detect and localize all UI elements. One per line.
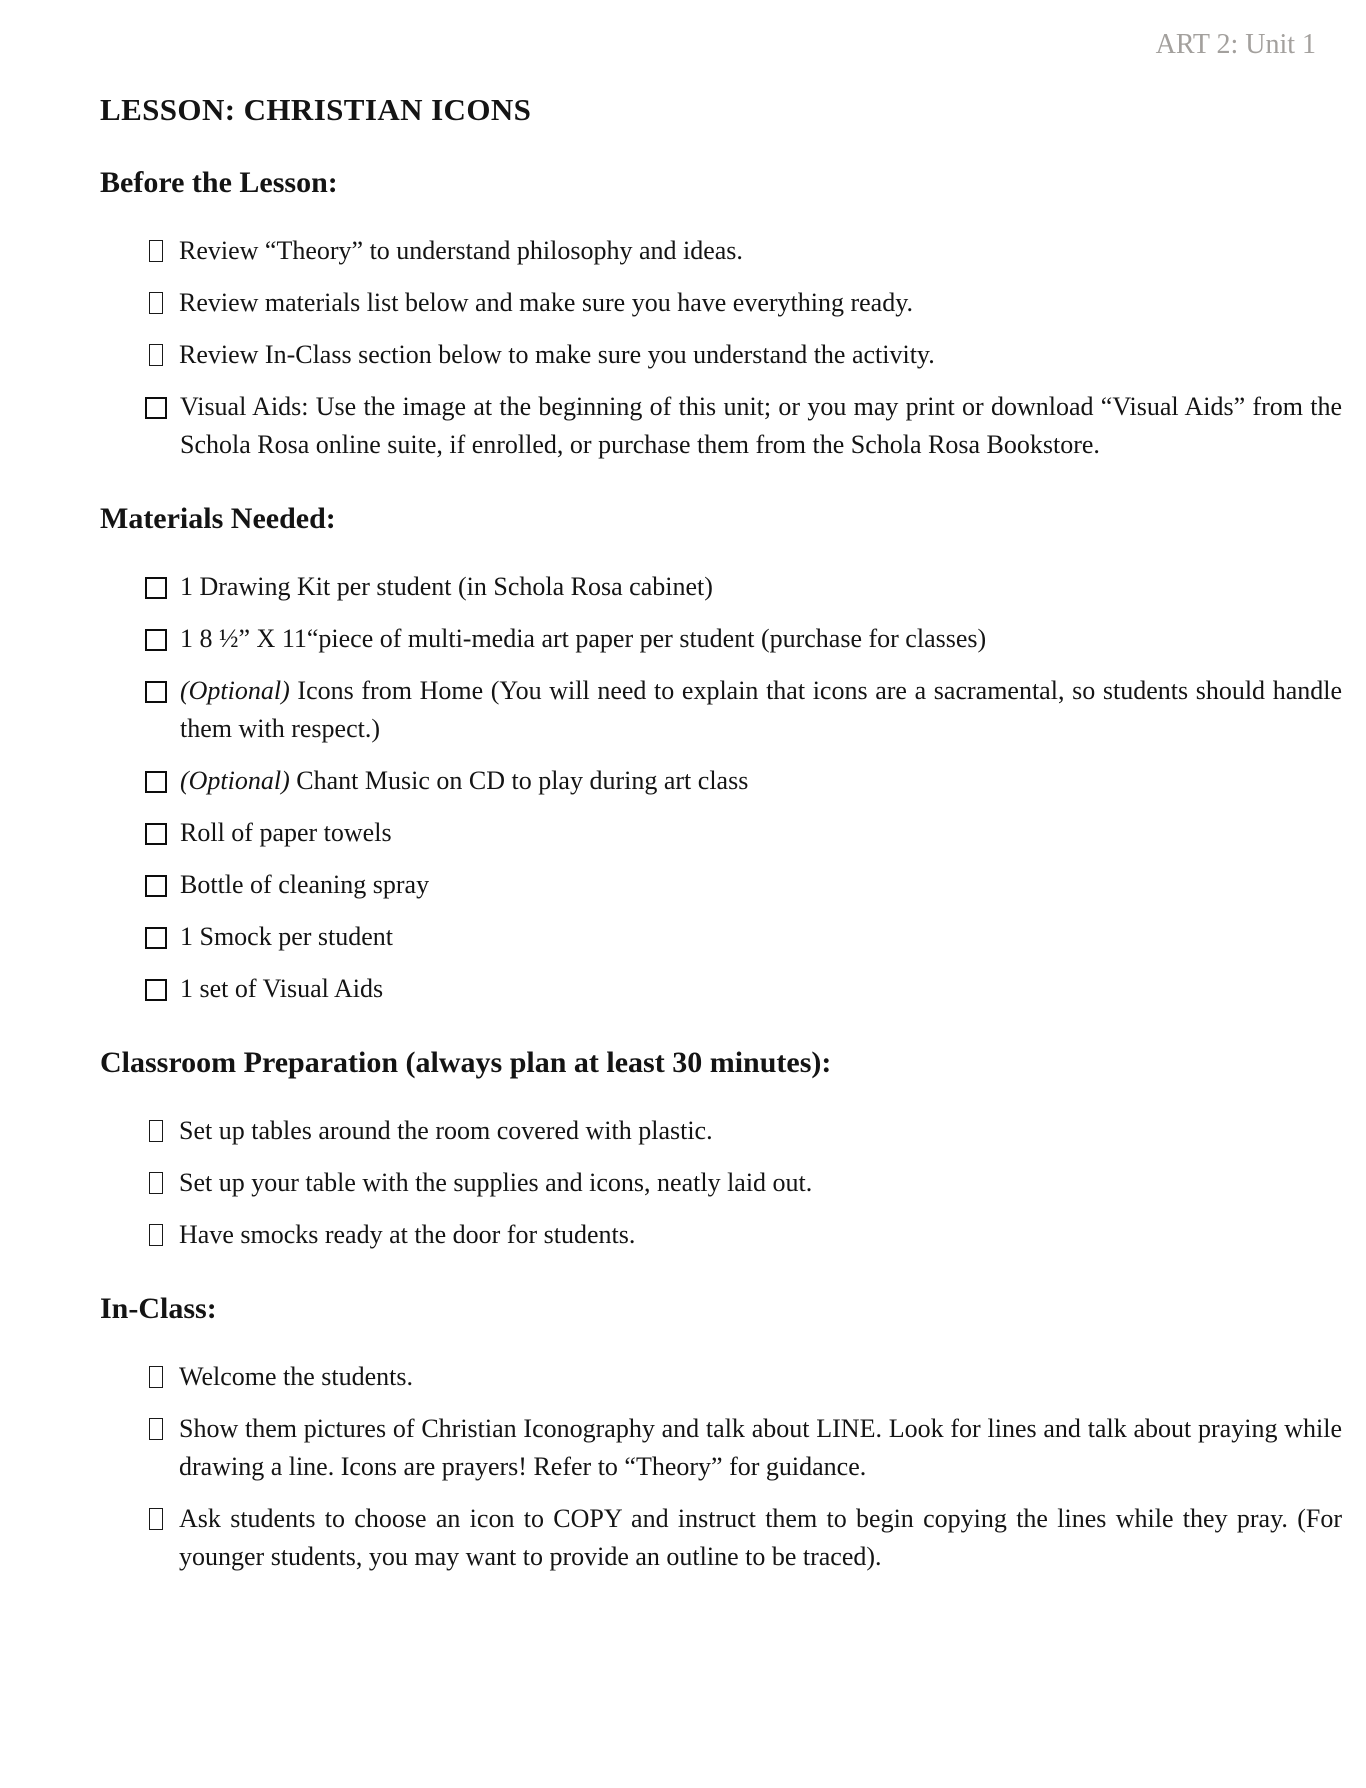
checklist-item-text: Review “Theory” to understand philosophy and ideas. xyxy=(179,236,743,265)
checkbox-icon xyxy=(149,1508,163,1530)
checkbox-icon xyxy=(145,577,167,599)
checklist-item-text: Set up your table with the supplies and icons, neatly laid out. xyxy=(179,1168,813,1197)
checkbox-icon xyxy=(149,1172,163,1194)
section-heading-materials: Materials Needed: xyxy=(100,502,336,535)
page-title: LESSON: CHRISTIAN ICONS xyxy=(100,92,532,127)
checkbox-icon xyxy=(145,771,167,793)
checklist-item xyxy=(145,232,1342,270)
checklist-item xyxy=(145,1112,1342,1150)
section-heading-before-lesson: Before the Lesson: xyxy=(100,166,338,199)
checklist-item xyxy=(145,866,1342,904)
checkbox-icon xyxy=(145,823,167,845)
section-heading-in-class: In-Class: xyxy=(100,1292,217,1325)
checklist-item xyxy=(145,388,1342,464)
checklist-in-class xyxy=(100,1358,1342,1576)
checkbox-icon xyxy=(145,681,167,703)
checkbox-icon xyxy=(145,979,167,1001)
checkbox-icon xyxy=(145,397,167,419)
checklist-item-text: 1 Smock per student xyxy=(180,922,394,951)
checklist-item xyxy=(145,568,1342,606)
checkbox-icon xyxy=(149,1366,163,1388)
checklist-item xyxy=(145,672,1342,748)
checkbox-icon xyxy=(145,875,167,897)
checklist-item xyxy=(145,620,1342,658)
optional-label: (Optional) xyxy=(180,766,290,795)
checklist-item xyxy=(145,1216,1342,1254)
checklist-item-text: Set up tables around the room covered with plastic. xyxy=(179,1116,713,1145)
checklist-item xyxy=(145,284,1342,322)
checklist-item-text: Roll of paper towels xyxy=(180,818,392,847)
checklist-item xyxy=(145,1358,1342,1396)
checkbox-icon xyxy=(149,292,163,314)
doc-ref: ART 2: Unit 1 xyxy=(1155,29,1316,60)
checkbox-icon xyxy=(149,344,163,366)
checkbox-icon xyxy=(145,927,167,949)
checklist-classroom-preparation xyxy=(100,1112,1342,1254)
checklist-item-text: Review In-Class section below to make sure you understand the activity. xyxy=(179,340,935,369)
checklist-before-lesson xyxy=(100,232,1342,464)
section-heading-classroom-preparation: Classroom Preparation (always plan at least 30 minutes): xyxy=(100,1046,832,1079)
checklist-item xyxy=(145,918,1342,956)
checklist-item-text: (Optional) Icons from Home (You will need to explain that icons are a sacramental, so students should handle them with respect.) xyxy=(180,676,1343,743)
checkbox-icon xyxy=(149,1120,163,1142)
checklist-item-text: Review materials list below and make sure you have everything ready. xyxy=(179,288,914,317)
checklist-item-text: Bottle of cleaning spray xyxy=(180,870,430,899)
checklist-item-text: 1 set of Visual Aids xyxy=(180,974,384,1003)
checklist-item xyxy=(145,1164,1342,1202)
checklist-item-text: (Optional) Chant Music on CD to play during art class xyxy=(180,766,749,795)
checklist-item-text: Ask students to choose an icon to COPY and instruct them to begin copying the lines while they pray. (For younger students, you may want to provide an outline to be traced). xyxy=(179,1504,1342,1571)
checkbox-icon xyxy=(149,1224,163,1246)
checklist-item-text: Visual Aids: Use the image at the beginning of this unit; or you may print or download “Visual Aids” from the Schola Rosa online suite, if enrolled, or purchase them from the Schola Rosa Bookstore. xyxy=(180,392,1342,459)
checkbox-icon xyxy=(149,1418,163,1440)
checklist-item-text: 1 8 ½” X 11“piece of multi-media art paper per student (purchase for classes) xyxy=(180,624,987,653)
checklist-item xyxy=(145,814,1342,852)
checklist-item-text: 1 Drawing Kit per student (in Schola Rosa cabinet) xyxy=(180,572,713,601)
checklist-item-text: Show them pictures of Christian Iconography and talk about LINE. Look for lines and talk about praying while drawing a line. Icons are prayers! Refer to “Theory” for guidance. xyxy=(179,1414,1342,1481)
checklist-item-text: Have smocks ready at the door for students. xyxy=(179,1220,636,1249)
checklist-item xyxy=(145,1500,1342,1576)
checkbox-icon xyxy=(145,629,167,651)
checklist-item-text: Welcome the students. xyxy=(179,1362,414,1391)
optional-label: (Optional) xyxy=(180,676,290,705)
checklist-item xyxy=(145,1410,1342,1486)
checklist-item xyxy=(145,336,1342,374)
checklist-materials xyxy=(100,568,1342,1008)
checklist-item xyxy=(145,970,1342,1008)
checklist-item xyxy=(145,762,1342,800)
checkbox-icon xyxy=(149,240,163,262)
